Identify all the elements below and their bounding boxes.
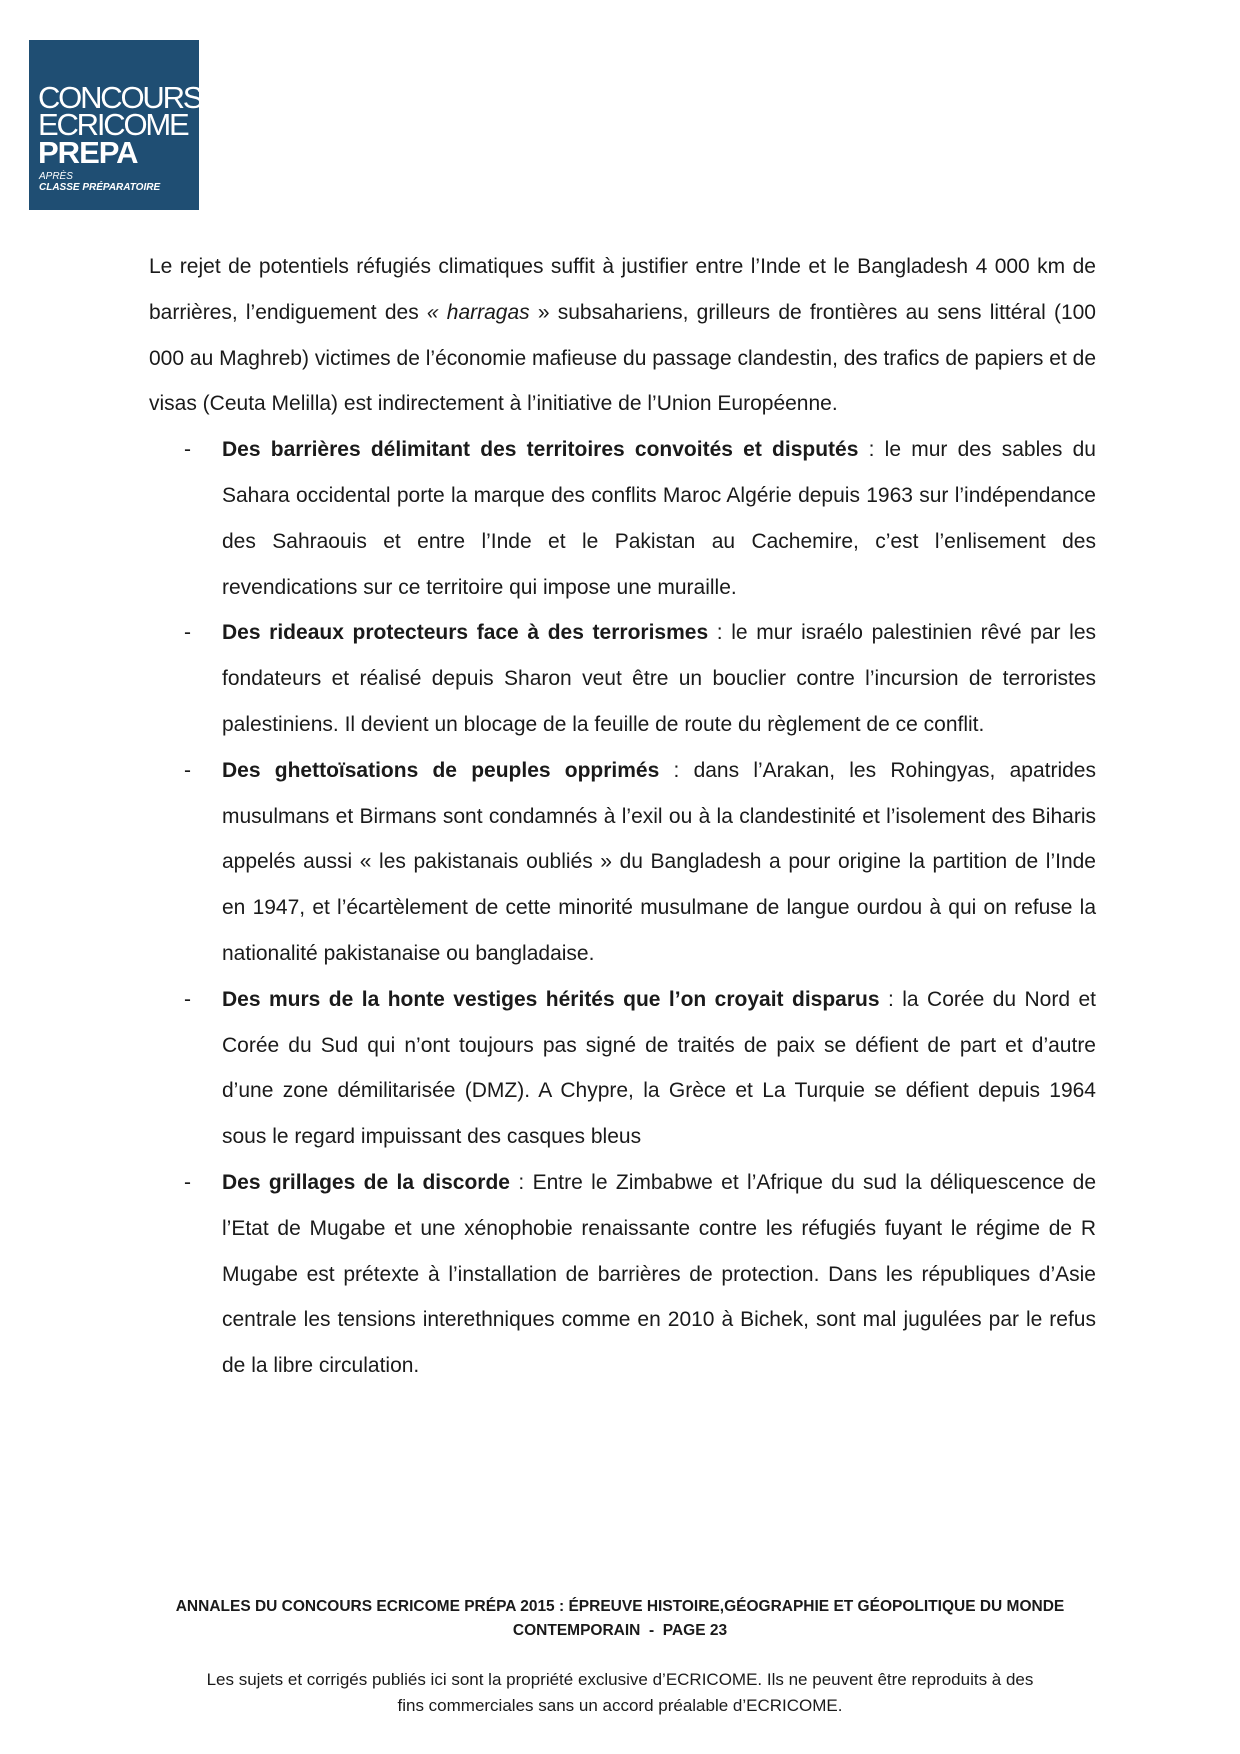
footer-title-line2	[100, 1619, 1140, 1643]
ecricome-logo	[29, 40, 202, 210]
logo-line-classe-preparatoire: CLASSE PRÉPARATOIRE	[39, 182, 161, 193]
bullet-list	[149, 427, 1096, 1389]
footer-title-contemporain: CONTEMPORAIN	[512, 1622, 641, 1639]
bullet-heading: Des ghettoïsations de peuples opprimés	[222, 758, 660, 782]
logo-line-concours: CONCOURS	[38, 80, 202, 115]
intro-text-after: » subsahariens, grilleurs de frontières au sens littéral (100 000 au Maghreb) victimes de l’économie mafieuse du passage clandestin, des trafics de papiers et de visas (Ceuta Melilla) est indirectement à l’initiative de l’Union Européenne.	[149, 300, 1096, 416]
bullet-item	[149, 610, 1096, 747]
bullet-dash: -	[184, 1170, 191, 1194]
copyright-notice-line1: Les sujets et corrigés publiés ici sont la propriété exclusive d’ECRICOME. Ils ne peuvent être reproduits à des	[206, 1670, 1034, 1689]
logo-line-ecricome: ECRICOME	[38, 107, 188, 142]
logo-line-apres: APRÈS	[39, 171, 73, 182]
bullet-heading: Des barrières délimitant des territoires convoités et disputés	[222, 438, 859, 462]
bullet-dash: -	[184, 621, 191, 645]
logo-line-prepa: PREPA	[38, 135, 138, 170]
bullet-item	[149, 748, 1096, 977]
copyright-notice-line2: fins commerciales sans un accord préalable d’ECRICOME.	[397, 1696, 843, 1715]
bullet-text: : le mur israélo palestinien rêvé par les fondateurs et réalisé depuis Sharon veut être un bouclier contre l’incursion de terroristes palestiniens. Il devient un blocage de la feuille de route du règlement de ce conflit.	[222, 621, 1096, 736]
bullet-text: : dans l’Arakan, les Rohingyas, apatrides musulmans et Birmans sont condamnés à l’exil ou à la clandestinité et l’isolement des Biharis appelés aussi « les pakistanais oubliés » du Bangladesh a pour origine la partition de l’Inde en 1947, et l’écartèlement de cette minorité musulmane de langue ourdou à qui on refuse la nationalité pakistanaise ou bangladaise.	[222, 758, 1096, 965]
bullet-dash: -	[184, 758, 191, 782]
bullet-item	[149, 977, 1096, 1160]
intro-italic-term: « harragas	[426, 300, 530, 324]
bullet-text: : la Corée du Nord et Corée du Sud qui n’ont toujours pas signé de traités de paix se défient de part et d’autre d’une zone démilitarisée (DMZ). A Chypre, la Grèce et La Turquie se défient depuis 1964 sous le regard impuissant des casques bleus	[222, 987, 1096, 1149]
bullet-dash: -	[184, 438, 191, 462]
footer-title	[100, 1595, 1140, 1643]
copyright-notice	[100, 1667, 1140, 1719]
intro-paragraph	[149, 244, 1096, 427]
bullet-heading: Des murs de la honte vestiges hérités que l’on croyait disparus	[222, 987, 880, 1011]
document-body	[149, 244, 1096, 1389]
bullet-item	[149, 1160, 1096, 1389]
bullet-text: : le mur des sables du Sahara occidental porte la marque des conflits Maroc Algérie depuis 1963 sur l’indépendance des Sahraouis et entre l’Inde et le Pakistan au Cachemire, c’est l’enlisement des revendications sur ce territoire qui impose une muraille.	[222, 438, 1096, 599]
footer-separator: -	[640, 1622, 663, 1639]
footer-title-line1: ANNALES DU CONCOURS ECRICOME PRÉPA 2015 : ÉPREUVE HISTOIRE,GÉOGRAPHIE ET GÉOPOLITIQUE DU MONDE	[175, 1598, 1065, 1615]
bullet-text: : Entre le Zimbabwe et l’Afrique du sud la déliquescence de l’Etat de Mugabe et une xénophobie renaissante contre les réfugiés fuyant le régime de R Mugabe est prétexte à l’installation de barrières de protection. Dans les républiques d’Asie centrale les tensions interethniques comme en 2010 à Bichek, sont mal jugulées par le refus de la libre circulation.	[222, 1170, 1096, 1378]
bullet-dash: -	[184, 987, 191, 1011]
intro-text-before: Le rejet de potentiels réfugiés climatiques suffit à justifier entre l’Inde et le Bangladesh 4 000 km de barrières, l’endiguement des	[149, 255, 1096, 324]
bullet-heading: Des grillages de la discorde	[222, 1170, 510, 1194]
bullet-item	[149, 427, 1096, 610]
bullet-heading: Des rideaux protecteurs face à des terrorismes	[222, 621, 709, 645]
page-number: PAGE 23	[662, 1622, 728, 1639]
